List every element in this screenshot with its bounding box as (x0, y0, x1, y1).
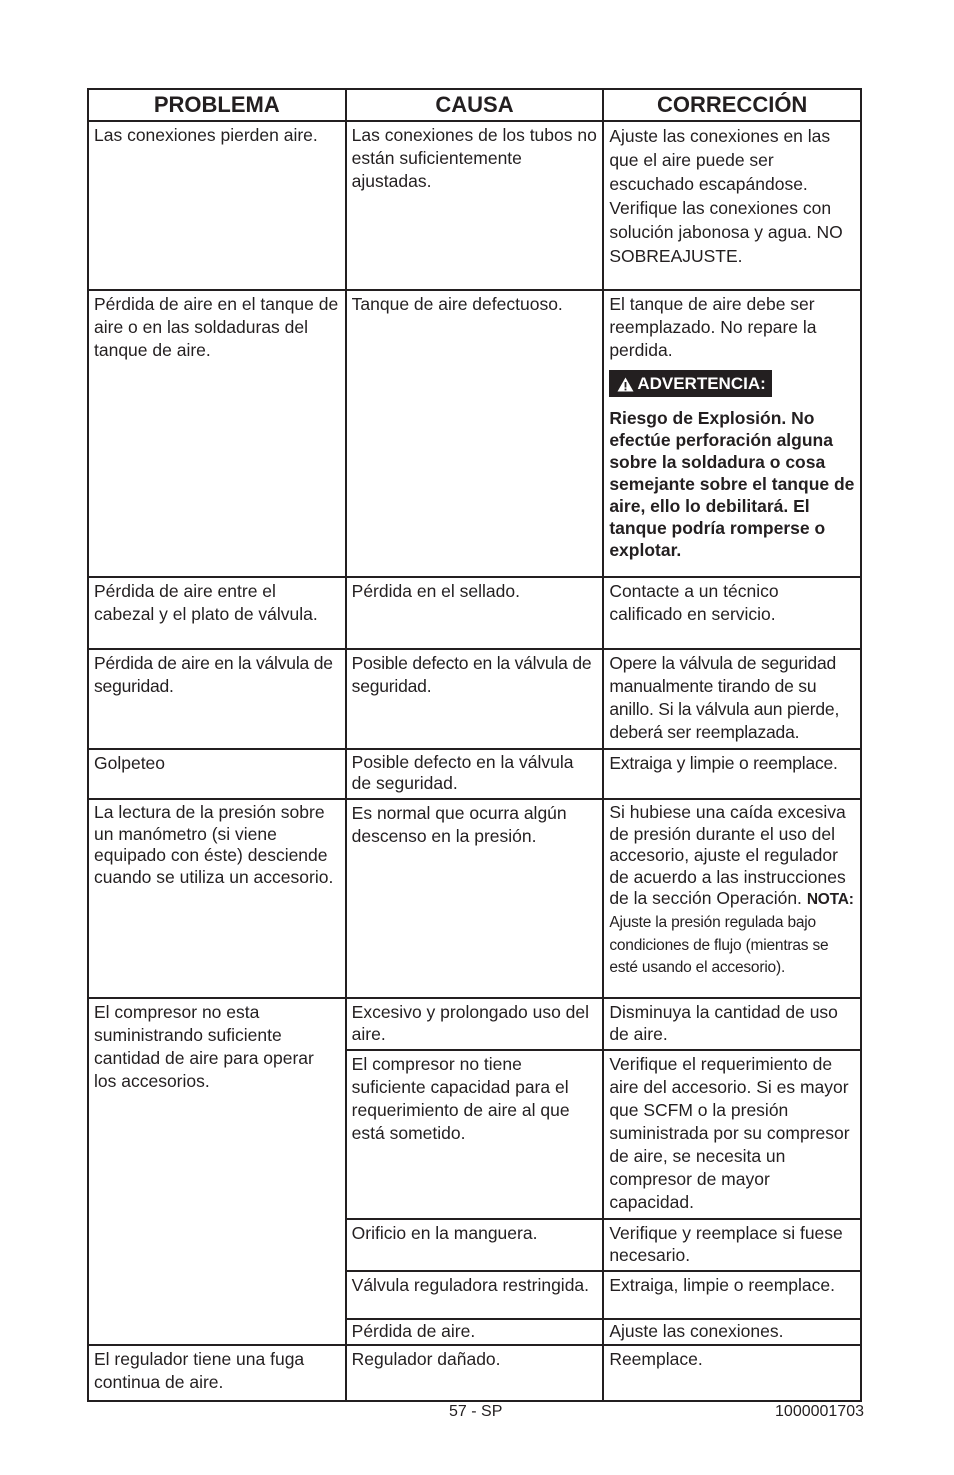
table-row (88, 577, 861, 649)
causa-cell: Es normal que ocurra algún descenso en la presión. (346, 799, 604, 998)
correccion-cell: Reemplace. (603, 1345, 861, 1401)
document-number: 1000001703 (775, 1403, 864, 1420)
table-row (88, 749, 861, 799)
causa-cell: Posible defecto en la válvula de seguridad. (346, 749, 604, 799)
problema-cell: Pérdida de aire entre el cabezal y el plato de válvula. (88, 577, 346, 649)
correccion-cell (603, 799, 861, 998)
causa-cell: Regulador dañado. (346, 1345, 604, 1401)
correccion-cell (603, 290, 861, 577)
problema-cell: El compresor no esta suministrando suficiente cantidad de aire para operar los accesorios. (88, 998, 346, 1345)
table-row (88, 1345, 861, 1401)
nota-text: Ajuste la presión regulada bajo condiciones de flujo (mientras se esté usando el accesorio). (609, 914, 829, 976)
problema-cell: Las conexiones pierden aire. (88, 121, 346, 290)
causa-cell: Pérdida en el sellado. (346, 577, 604, 649)
table-row (88, 799, 861, 998)
correccion-cell: Ajuste las conexiones en las que el aire puede ser escuchado escapándose. Verifique las conexiones con solución jabonosa y agua. NO SOBREAJUSTE. (603, 121, 861, 290)
correccion-cell: Opere la válvula de seguridad manualmente tirando de su anillo. Si la válvula aun pierde, deberá ser reemplazada. (603, 649, 861, 749)
causa-cell: Posible defecto en la válvula de seguridad. (346, 649, 604, 749)
correccion-cell: Verifique el requerimiento de aire del accesorio. Si es mayor que SCFM o la presión suministrada por su compresor de aire, se necesita un compresor de mayor capacidad. (603, 1050, 861, 1219)
correccion-text: El tanque de aire debe ser reemplazado. No repare la perdida. (609, 294, 817, 360)
causa-cell: Tanque de aire defectuoso. (346, 290, 604, 577)
correccion-cell: Ajuste las conexiones. (603, 1319, 861, 1345)
page-number: 57 - SP (449, 1403, 503, 1420)
correccion-text: Si hubiese una caída excesiva de presión durante el uso del accesorio, ajuste el regulador de acuerdo a las instrucciones de la sección Operación. (609, 802, 846, 908)
causa-cell: Las conexiones de los tubos no están suficientemente ajustadas. (346, 121, 604, 290)
correccion-cell: Disminuya la cantidad de uso de aire. (603, 998, 861, 1050)
problema-cell: Pérdida de aire en la válvula de seguridad. (88, 649, 346, 749)
header-problema: PROBLEMA (88, 89, 346, 121)
warning-text: Riesgo de Explosión. No efectúe perforación alguna sobre la soldadura o cosa semejante sobre el tanque de aire, ello lo debilitará. El tanque podría romperse o explotar. (609, 408, 855, 560)
header-correccion: CORRECCIÓN (603, 89, 861, 121)
table-row (88, 290, 861, 577)
warning-triangle-icon (617, 377, 634, 392)
correccion-cell: Contacte a un técnico calificado en servicio. (603, 577, 861, 649)
causa-cell: Pérdida de aire. (346, 1319, 604, 1345)
causa-cell: Orificio en la manguera. (346, 1219, 604, 1271)
problema-cell: Pérdida de aire en el tanque de aire o en las soldaduras del tanque de aire. (88, 290, 346, 577)
causa-cell: Excesivo y prolongado uso del aire. (346, 998, 604, 1050)
causa-cell: El compresor no tiene suficiente capacidad para el requerimiento de aire al que está sometido. (346, 1050, 604, 1219)
problema-cell: El regulador tiene una fuga continua de aire. (88, 1345, 346, 1401)
header-row (88, 89, 861, 121)
problema-cell: La lectura de la presión sobre un manómetro (si viene equipado con éste) desciende cuando se utiliza un accesorio. (88, 799, 346, 998)
problema-cell: Golpeteo (88, 749, 346, 799)
warning-badge (609, 370, 771, 397)
table-row (88, 121, 861, 290)
table-row (88, 998, 861, 1050)
correccion-cell: Verifique y reemplace si fuese necesario. (603, 1219, 861, 1271)
correccion-cell: Extraiga y limpie o reemplace. (603, 749, 861, 799)
causa-cell: Válvula reguladora restringida. (346, 1271, 604, 1319)
nota-label: NOTA: (806, 891, 854, 908)
warning-label: ADVERTENCIA: (637, 374, 766, 393)
troubleshooting-table (87, 88, 862, 1402)
table-row (88, 649, 861, 749)
header-causa: CAUSA (346, 89, 604, 121)
correccion-cell: Extraiga, limpie o reemplace. (603, 1271, 861, 1319)
